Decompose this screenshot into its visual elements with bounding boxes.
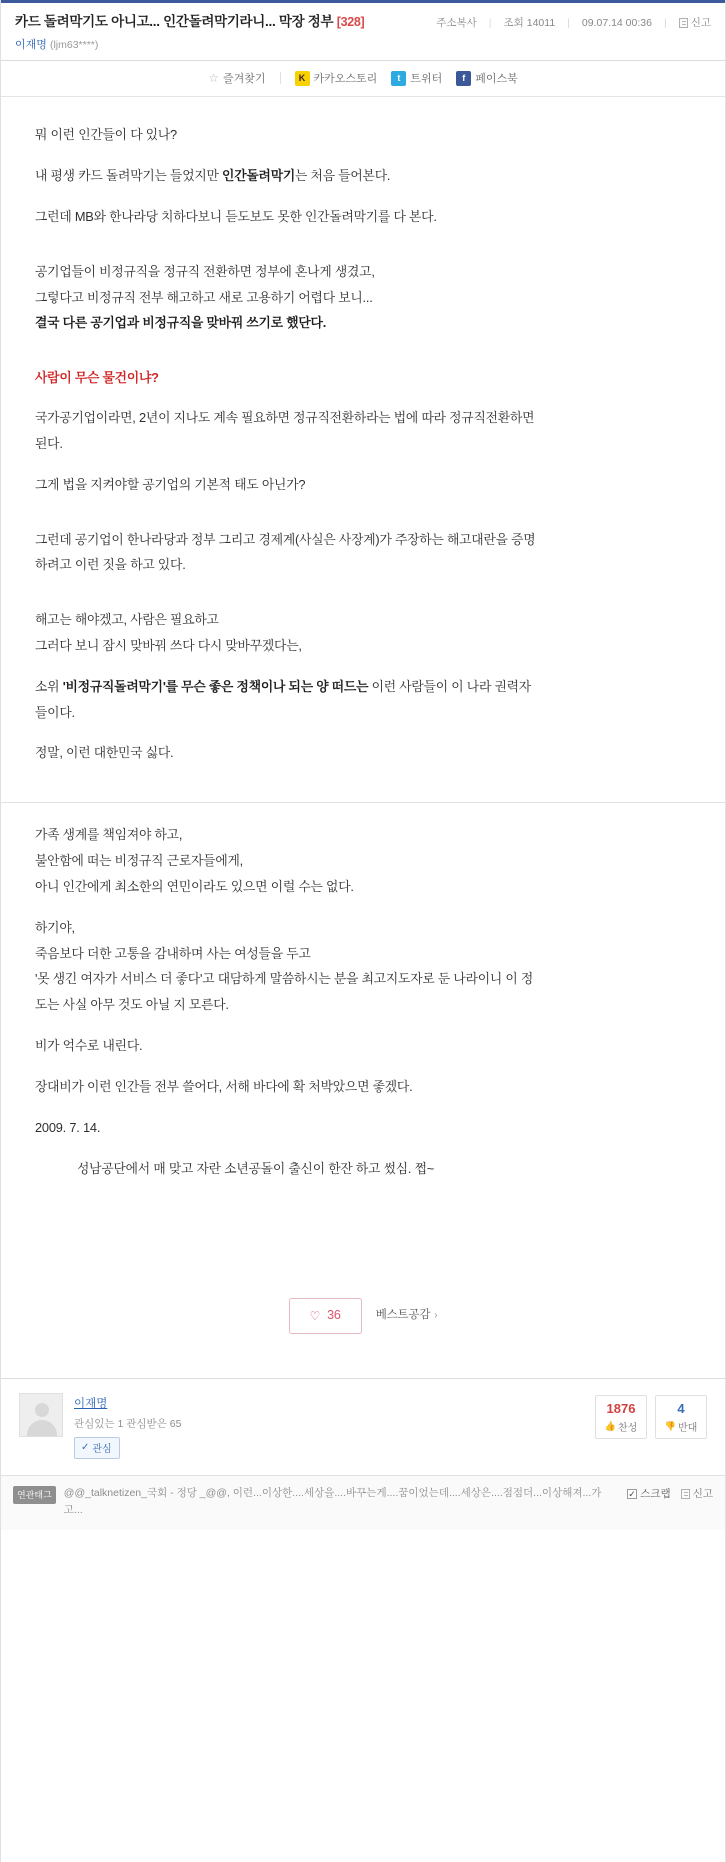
related-tags[interactable]: @@_talknetizen_국회 - 정당 _@@, 이런...이상한....세상을....바꾸는게....꿈이었는데....세상은....점점더...이상해져...가고... — [63, 1486, 602, 1516]
interest-received: 관심받은 65 — [126, 1417, 182, 1430]
report-label: 신고 — [690, 17, 711, 29]
share-facebook-button[interactable] — [456, 70, 518, 86]
p2-text-c: 는 처음 들어본다. — [295, 168, 391, 184]
meta-divider-1: | — [488, 16, 492, 29]
p9-text-c: 이런 사람들이 이 나라 권력자 — [368, 678, 531, 694]
post-body — [1, 97, 725, 794]
post-signature: 성남공단에서 매 맞고 자란 소년공돌이 출신이 한잔 하고 썼심. 쩝~ — [77, 1160, 435, 1176]
kakao-label: 카카오스토리 — [313, 73, 378, 86]
favorite-label: 즐겨찾기 — [223, 73, 266, 86]
paragraph-3: 그런데 MB와 한나라당 치하다보니 듣도보도 못한 인간돌려막기를 다 본다. — [35, 208, 437, 224]
scrap-label: 스크랩 — [640, 1487, 671, 1500]
paragraph-2 — [35, 166, 691, 186]
paragraph-4-line-1: 공기업들이 비정규직을 정규직 전환하면 정부에 혼나게 생겼고, — [35, 263, 375, 279]
meta-divider-2: | — [567, 16, 570, 29]
checkbox-icon[interactable] — [627, 1489, 637, 1499]
heart-icon: ♡ — [309, 1308, 321, 1323]
quote-2-line-2: 죽음보다 더한 고통을 감내하며 사는 여성들을 두고 — [35, 945, 311, 961]
paragraph-4-line-3: 결국 다른 공기업과 비정규직을 맞바꿔 쓰기로 했단다. — [35, 315, 327, 331]
like-area — [35, 1298, 691, 1367]
agree-button[interactable] — [595, 1395, 647, 1440]
report-icon — [679, 18, 688, 28]
p9-text-a: 소위 — [35, 678, 63, 694]
vote-group — [595, 1393, 707, 1440]
quote-1-line-1: 가족 생계를 책임져야 하고, — [35, 827, 183, 843]
paragraph-8-line-1: 해고는 해야겠고, 사람은 필요하고 — [35, 612, 219, 628]
author-info — [74, 1393, 584, 1459]
report-button[interactable] — [679, 15, 711, 30]
paragraph-10: 정말, 이런 대한민국 싫다. — [35, 745, 174, 761]
scrap-button[interactable] — [627, 1486, 670, 1503]
facebook-label: 페이스북 — [475, 73, 518, 86]
footer-actions — [627, 1486, 713, 1503]
author-link[interactable]: 이재명 — [15, 39, 47, 52]
view-count: 조회 14011 — [503, 17, 556, 29]
twitter-label: 트위터 — [410, 73, 443, 86]
paragraph-9-line-2: 들이다. — [35, 704, 75, 720]
favorite-button[interactable] — [208, 70, 265, 86]
share-bar — [1, 61, 725, 97]
author-row — [15, 36, 711, 52]
agree-count: 1876 — [606, 1400, 636, 1416]
post-body-continued — [1, 803, 725, 1377]
author-id: (ljm63****) — [49, 39, 99, 52]
footer-report-button[interactable] — [681, 1486, 713, 1503]
follow-button[interactable] — [74, 1437, 120, 1459]
section-heading-highlight: 사람이 무슨 물건이냐? — [35, 370, 159, 386]
post-date: 09.07.14 00:36 — [581, 16, 652, 29]
agree-label: 찬성 — [617, 1423, 638, 1435]
author-stats — [74, 1416, 584, 1431]
p9-emphasis: '비정규직돌려막기'를 무슨 좋은 정책이나 되는 양 떠드는 — [62, 678, 369, 694]
disagree-label-wrap — [656, 1419, 706, 1434]
kakao-icon: K — [295, 71, 310, 86]
disagree-count: 4 — [677, 1400, 685, 1416]
quote-1-line-3: 아니 인간에게 최소한의 연민이라도 있으면 이럴 수는 없다. — [35, 878, 354, 894]
paragraph-6: 그게 법을 지켜야할 공기업의 기본적 태도 아닌가? — [35, 476, 306, 492]
facebook-icon: f — [456, 71, 471, 86]
best-empathy-link[interactable] — [376, 1307, 438, 1325]
report-icon — [681, 1489, 690, 1499]
quote-2-line-4: 도는 사실 아무 것도 아닐 지 모른다. — [35, 997, 229, 1013]
thumb-up-icon: 👍 — [604, 1421, 616, 1432]
quote-4: 장대비가 이런 인간들 전부 쓸어다, 서해 바다에 확 처박았으면 좋겠다. — [35, 1078, 413, 1094]
post-header — [1, 3, 725, 61]
disagree-label: 반대 — [677, 1423, 698, 1435]
paragraph-7-line-1: 그런데 공기업이 한나라당과 정부 그리고 경제계(사실은 사장계)가 주장하는 해고대란을 증명 — [35, 531, 536, 547]
spacer-3 — [35, 516, 691, 530]
post-date-line: 2009. 7. 14. — [35, 1119, 101, 1135]
chevron-right-icon: › — [434, 1310, 438, 1322]
spacer-1 — [35, 248, 691, 262]
agree-label-wrap — [596, 1419, 646, 1434]
page-title — [15, 13, 364, 31]
best-empathy-label: 베스트공감 — [375, 1309, 431, 1322]
share-divider — [280, 72, 281, 84]
share-kakao-button[interactable] — [295, 70, 378, 86]
like-count: 36 — [327, 1308, 341, 1323]
star-icon: ☆ — [208, 71, 220, 86]
author-footer — [1, 1378, 725, 1475]
like-button[interactable] — [289, 1298, 362, 1333]
twitter-icon: t — [391, 71, 406, 86]
disagree-button[interactable] — [655, 1395, 707, 1440]
post-meta — [436, 13, 711, 30]
tag-footer — [1, 1475, 725, 1531]
related-tag-badge: 연관태그 — [13, 1486, 56, 1504]
paragraph-9-line-1 — [35, 677, 691, 697]
thumb-down-icon: 👎 — [664, 1421, 676, 1432]
post-title-text: 카드 돌려막기도 아니고... 인간돌려막기라니... 막장 정부 — [15, 14, 334, 29]
author-footer-link[interactable]: 이재명 — [74, 1397, 108, 1410]
interest-mine: 관심있는 1 — [74, 1417, 124, 1430]
comment-count[interactable]: [328] — [336, 15, 365, 29]
paragraph-4-line-2: 그렇다고 비정규직 전부 해고하고 새로 고용하기 어렵다 보니... — [35, 289, 373, 305]
paragraph-5-line-1: 국가공기업이라면, 2년이 지나도 계속 필요하면 정규직전환하라는 법에 따라 정규직전환하면 — [35, 410, 535, 426]
p2-text-a: 내 평생 카드 돌려막기는 들었지만 — [35, 168, 223, 184]
quote-2-line-3: '못 생긴 여자가 서비스 더 좋다'고 대담하게 말씀하시는 분을 최고지도자로 둔 나라이니 이 정 — [35, 971, 534, 987]
spacer-4 — [35, 596, 691, 610]
title-row — [15, 13, 711, 31]
quote-2-line-1: 하기야, — [35, 919, 75, 935]
check-icon: ✓ — [81, 1441, 90, 1453]
quote-3: 비가 억수로 내린다. — [35, 1038, 143, 1054]
paragraph-1: 뭐 이런 인간들이 다 있나? — [35, 127, 177, 143]
share-twitter-button[interactable] — [391, 70, 442, 86]
paragraph-7-line-2: 하려고 이런 짓을 하고 있다. — [35, 557, 186, 573]
copy-url-button[interactable]: 주소복사 — [436, 17, 477, 29]
quote-1-line-2: 불안함에 떠는 비정규직 근로자들에게, — [35, 853, 244, 869]
avatar — [19, 1393, 63, 1437]
follow-label: 관심 — [92, 1443, 112, 1455]
footer-report-label: 신고 — [692, 1487, 713, 1500]
paragraph-8-line-2: 그러다 보니 잠시 맞바꿔 쓰다 다시 맞바꾸겠다는, — [35, 637, 302, 653]
p2-emphasis: 인간돌려막기 — [222, 168, 296, 184]
paragraph-5-line-2: 된다. — [35, 435, 63, 451]
meta-divider-3: | — [663, 16, 667, 29]
spacer-2 — [35, 354, 691, 368]
